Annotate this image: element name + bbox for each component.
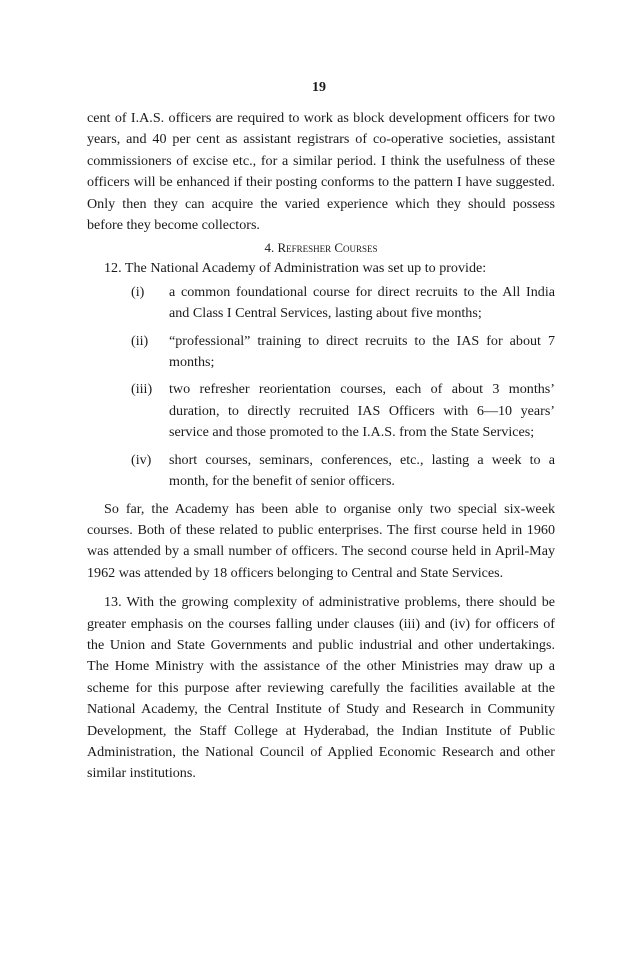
clause-text: two refresher reorientation courses, each of about 3 months’ duration, to directly recruited IAS Officers with 6—10 years’ service and those promoted to the I.A.S. from the State Services; <box>169 381 555 441</box>
section-heading <box>87 238 555 258</box>
clause-item <box>131 331 555 374</box>
clause-label: (i) <box>131 283 145 300</box>
paragraph-so-far: So far, the Academy has been able to organise only two special six-week courses. Both of these related to public enterprises. The first course held in 1960 was attended by a small number of officers. The second course held in April-May 1962 was attended by 18 officers belonging to Central and State Services. <box>87 500 555 581</box>
clause-item <box>131 282 555 325</box>
clause-label: (iii) <box>131 381 153 398</box>
page-body <box>87 108 555 785</box>
clause-item <box>131 379 555 443</box>
clause-list <box>87 282 555 493</box>
clause-label: (iv) <box>131 451 152 468</box>
paragraph-gap <box>87 584 555 592</box>
clause-label: (ii) <box>131 332 149 349</box>
paragraph-continuation: cent of I.A.S. officers are required to work as block development officers for two years, and 40 per cent as assistant registrars of co-operative societies, assistant commissioners of excise etc., for a similar period. I think the usefulness of these officers will be enhanced if their posting conforms to the pattern I have suggested. Only then they can acquire the varied experience which they should possess before they become collectors. <box>87 110 555 234</box>
clause-text: short courses, seminars, conferences, etc., lasting a week to a month, for the benefit of senior officers. <box>169 451 555 490</box>
clause-text: a common foundational course for direct recruits to the All India and Class I Central Services, lasting about five months; <box>169 283 555 322</box>
paragraph-12-intro: 12. The National Academy of Administration was set up to provide: <box>104 260 487 277</box>
page-number: 19 <box>312 80 326 95</box>
paragraph-13: 13. With the growing complexity of administrative problems, there should be greater emphasis on the courses falling under clauses (iii) and (iv) for officers of the Union and State Governments and public industrial and other undertakings. The Home Ministry with the assistance of the other Ministries may draw up a scheme for this purpose after reviewing carefully the facilities available at the National Academy, the Central Institute of Study and Research in Community Development, the Staff College at Hyderabad, the Indian Institute of Public Administration, the National Council of Applied Economic Research and other similar institutions. <box>87 594 555 782</box>
section-heading-text: 4. Refresher Courses <box>264 240 378 256</box>
clause-item <box>131 450 555 493</box>
clause-text: “professional” training to direct recruits to the IAS for about 7 months; <box>169 332 555 371</box>
